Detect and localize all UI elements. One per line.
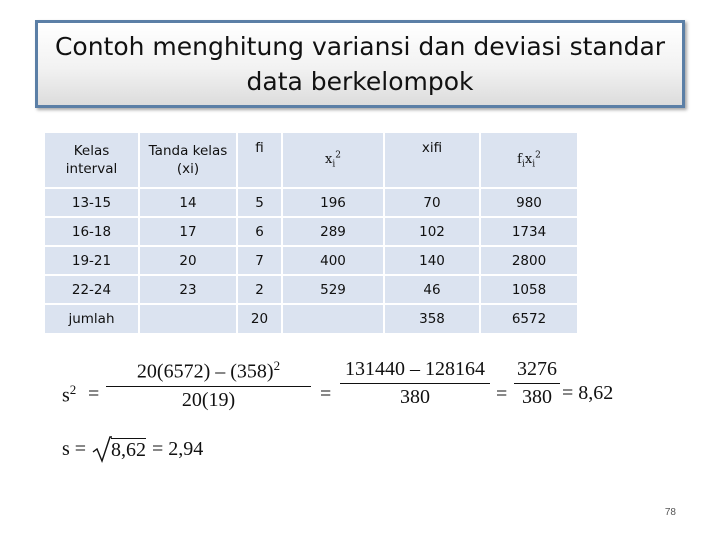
cell-fixi2: 1058 bbox=[481, 276, 579, 305]
cell-jumlah-xifi: 358 bbox=[385, 305, 481, 335]
cell-fi: 2 bbox=[238, 276, 283, 305]
header-tanda-kelas bbox=[140, 133, 238, 189]
page-title bbox=[55, 29, 665, 99]
equals-sign-2: = bbox=[320, 383, 332, 405]
cell-xifi: 70 bbox=[385, 189, 481, 218]
cell-fixi2: 2800 bbox=[481, 247, 579, 276]
header-kelas-interval bbox=[45, 133, 140, 189]
std-lhs: s = bbox=[62, 438, 87, 460]
variance-fraction-2: 131440 – 128164 380 bbox=[340, 358, 490, 409]
header-kelas-line1: Kelas bbox=[73, 143, 110, 159]
cell-xi: 20 bbox=[140, 247, 238, 276]
variance-fraction-1: $20(6572) - (358)^2$ 20(19) bbox=[106, 358, 311, 412]
header-tanda-line2: (xi) bbox=[176, 161, 200, 177]
cell-fixi2: 980 bbox=[481, 189, 579, 218]
std-result: = 2,94 bbox=[152, 438, 204, 460]
cell-xi2: 289 bbox=[283, 218, 385, 247]
cell-xifi: 46 bbox=[385, 276, 481, 305]
variance-fraction-3: 3276 380 bbox=[514, 358, 560, 409]
header-kelas-line2: interval bbox=[65, 161, 118, 177]
header-fi-xi-squared: $f_ix_i^2$ bbox=[481, 133, 579, 189]
cell-fixi2: 1734 bbox=[481, 218, 579, 247]
radicand: 8,62 bbox=[111, 439, 146, 461]
table-row bbox=[45, 218, 579, 247]
cell-jumlah-fixi2: 6572 bbox=[481, 305, 579, 335]
cell-xi2: 529 bbox=[283, 276, 385, 305]
cell-jumlah-fi: 20 bbox=[238, 305, 283, 335]
square-root-icon bbox=[92, 436, 112, 464]
table-footer-row bbox=[45, 305, 579, 335]
table-header-row bbox=[45, 133, 579, 189]
page-number: 78 bbox=[664, 507, 676, 518]
title-line-1: Contoh menghitung variansi dan deviasi standar bbox=[54, 32, 666, 61]
variance-formula bbox=[62, 358, 614, 428]
radicand-wrap bbox=[111, 438, 146, 462]
cell-interval: 16-18 bbox=[45, 218, 140, 247]
header-tanda-line1: Tanda kelas bbox=[148, 143, 228, 159]
equals-sign-3: = bbox=[496, 383, 508, 405]
table-row bbox=[45, 189, 579, 218]
header-fi: fi bbox=[238, 133, 283, 189]
header-xi-squared: $x_i^2$ bbox=[283, 133, 385, 189]
cell-xi: 23 bbox=[140, 276, 238, 305]
table-row bbox=[45, 247, 579, 276]
std-deviation-formula bbox=[62, 436, 282, 466]
cell-fi: 6 bbox=[238, 218, 283, 247]
equals-sign-1: = bbox=[88, 383, 100, 405]
cell-xifi: 140 bbox=[385, 247, 481, 276]
cell-jumlah-xi bbox=[140, 305, 238, 335]
frequency-table bbox=[45, 133, 579, 335]
cell-xifi: 102 bbox=[385, 218, 481, 247]
cell-fi: 5 bbox=[238, 189, 283, 218]
cell-jumlah-label: jumlah bbox=[45, 305, 140, 335]
title-line-2: data berkelompok bbox=[246, 67, 474, 96]
table-row bbox=[45, 276, 579, 305]
cell-xi: 14 bbox=[140, 189, 238, 218]
cell-interval: 13-15 bbox=[45, 189, 140, 218]
cell-interval: 22-24 bbox=[45, 276, 140, 305]
variance-lhs: $s^2$ bbox=[62, 382, 77, 407]
cell-xi2: 196 bbox=[283, 189, 385, 218]
cell-jumlah-xi2 bbox=[283, 305, 385, 335]
variance-result: = 8,62 bbox=[562, 382, 614, 404]
cell-xi: 17 bbox=[140, 218, 238, 247]
header-xifi: xifi bbox=[385, 133, 481, 189]
title-box bbox=[35, 20, 685, 108]
cell-interval: 19-21 bbox=[45, 247, 140, 276]
cell-xi2: 400 bbox=[283, 247, 385, 276]
cell-fi: 7 bbox=[238, 247, 283, 276]
